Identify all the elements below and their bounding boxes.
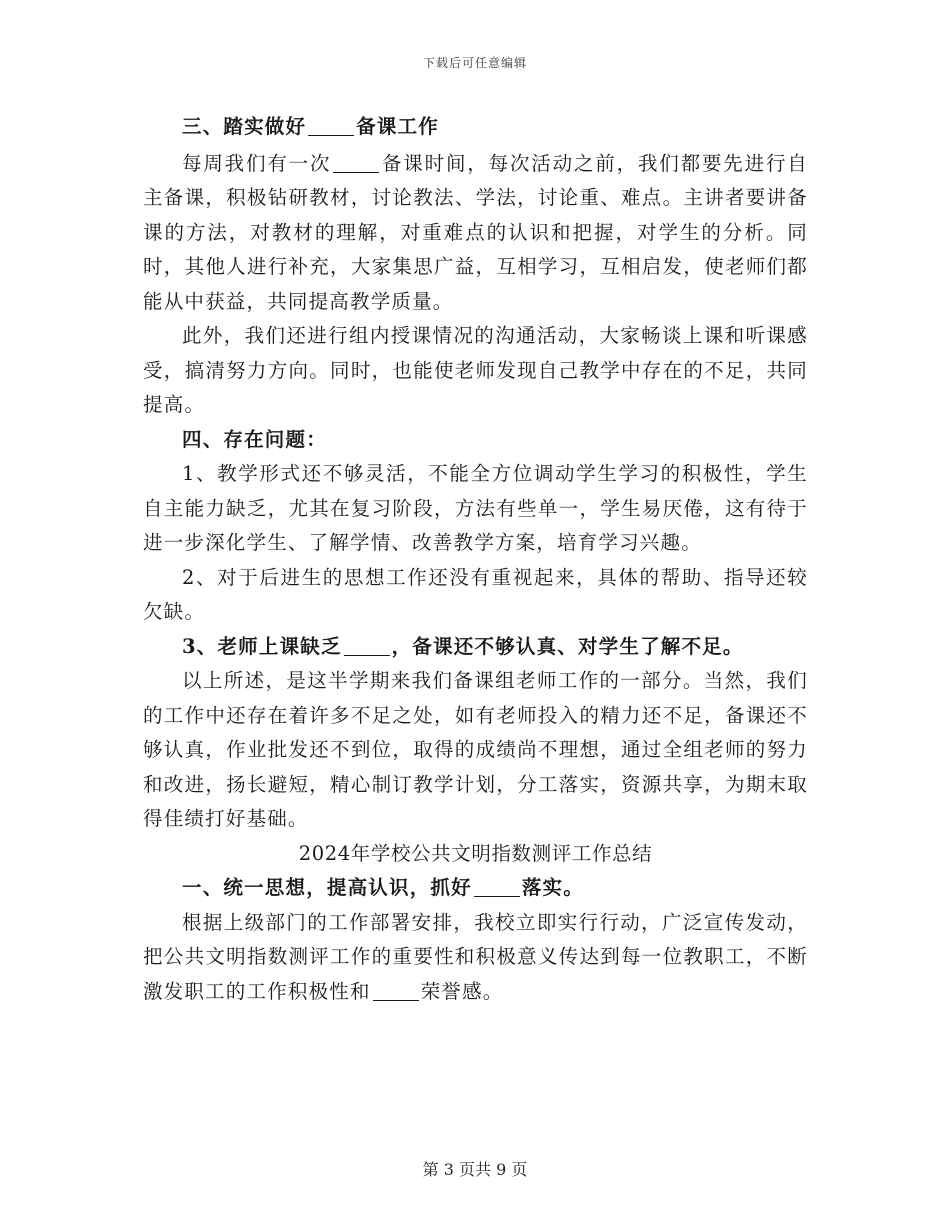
second-doc-section-1-heading [143,871,808,906]
issue-item-3 [143,630,808,665]
section-3-heading [143,110,808,145]
section-3-paragraph-2: 此外，我们还进行组内授课情况的沟通活动，大家畅谈上课和听课感受，搞清努力方向。同时，也能使老师发现自己教学中存在的不足，共同提高。 [143,324,808,416]
second-document-title: 2024年学校公共文明指数测评工作总结 [298,841,653,865]
fill-blank [373,980,419,1001]
section-3-paragraph-1 [143,147,808,320]
section-3-p1-text-b: 备课时间，每次活动之前，我们都要先进行自主备课，积极钻研教材，讨论教法、学法，讨论重、难点。主讲者要讲备课的方法，对教材的理解，对重难点的认识和把握，对学生的分析。同时，其他人进行补充，大家集思广益，互相学习，互相启发，使老师们都能从中获益，共同提高教学质量。 [143,151,808,313]
fill-blank [333,152,379,173]
issue-item-3-text-a: 3、老师上课缺乏 [182,634,342,658]
summary-paragraph: 以上所述，是这半学期来我们备课组老师工作的一部分。当然，我们的工作中还存在着许多不足之处，如有老师投入的精力还不足，备课还不够认真，作业批发还不到位，取得的成绩尚不理想，通过全组老师的努力和改进，扬长避短，精心制订教学计划，分工落实，资源共享，为期末取得佳绩打好基础。 [143,669,808,830]
second-doc-p1-text-b: 荣誉感。 [420,979,504,1003]
section-3-p1-text-a: 每周我们有一次 [182,151,332,175]
issue-item-3-text-b: ，备课还不够认真、对学生了解不足。 [391,634,744,658]
section-3-heading-text-b: 备课工作 [356,115,440,138]
second-doc-heading-text-b: 落实。 [521,876,584,899]
issue-item-1: 1、教学形式还不够灵活，不能全方位调动学生学习的积极性，学生自主能力缺乏，尤其在复习阶段，方法有些单一，学生易厌倦，这有待于进一步深化学生、了解学情、改善教学方案，培育学习兴趣。 [143,462,808,554]
page-number: 第 3 页共 9 页 [422,1160,528,1179]
header-note: 下载后可任意编辑 [422,56,527,70]
fill-blank [308,116,354,137]
fill-blank [474,877,520,898]
fill-blank [344,635,390,656]
section-4-heading: 四、存在问题： [182,427,327,451]
second-doc-p1-text-a: 根据上级部门的工作部署安排，我校立即实行行动，广泛宣传发动，把公共文明指数测评工作的重要性和积极意义传达到每一位教职工，不断激发职工的工作积极性和 [143,910,808,1003]
section-3-heading-text-a: 三、踏实做好 [182,115,307,138]
second-doc-heading-text-a: 一、统一思想，提高认识，抓好 [182,876,472,899]
second-doc-paragraph-1 [143,906,808,1010]
issue-item-2: 2、对于后进生的思想工作还没有重视起来，具体的帮助、指导还较欠缺。 [143,565,808,623]
document-body [143,110,808,1009]
